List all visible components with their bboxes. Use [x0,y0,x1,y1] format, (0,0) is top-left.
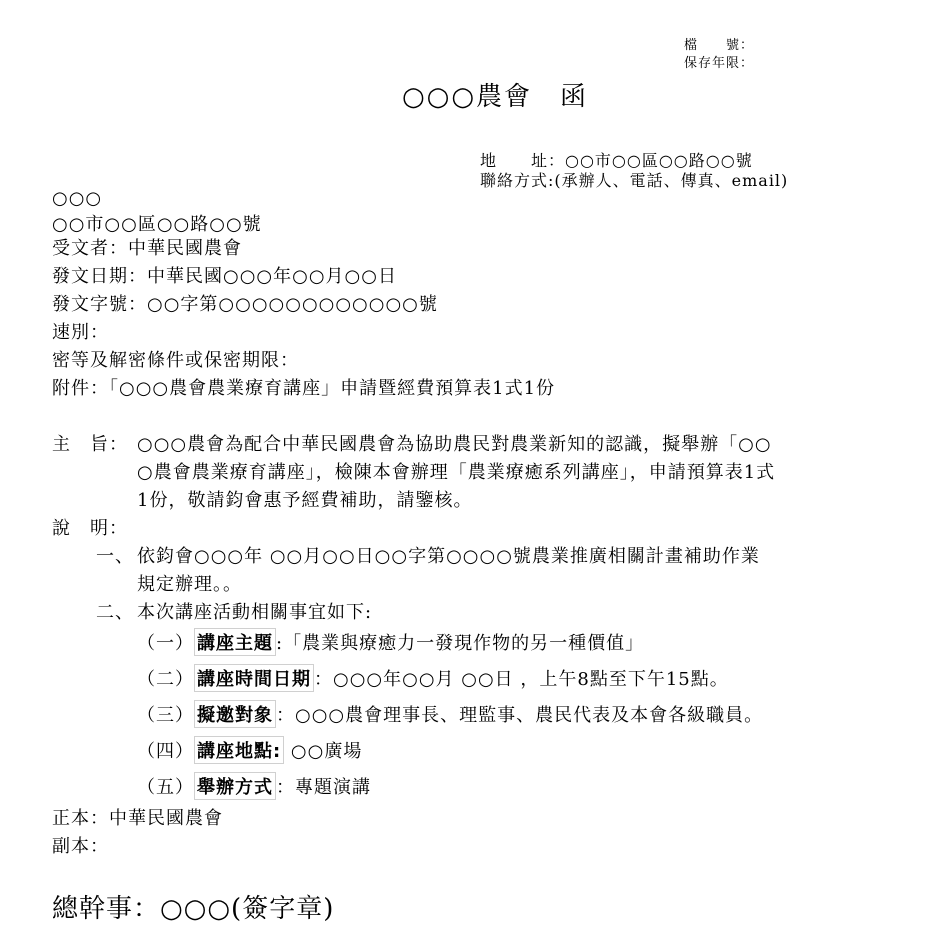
item-2-prefix: 二、 [96,602,134,623]
sub-item-topic [137,628,644,656]
sub-item-text: ○○廣場 [284,741,363,762]
attachment-line: 附件：「○○○農會農業療育講座」申請暨經費預算表1式1份 [52,378,556,399]
sub-item-datetime [137,664,729,692]
issue-number-line: 發文字號：○○字第○○○○○○○○○○○○號 [52,294,438,315]
sender-address: 地 址：○○市○○區○○路○○號 [480,151,753,170]
document-title: ○○○農會 函 [402,82,589,112]
speed-line: 速別： [52,322,109,343]
sub-item-label: 講座時間日期 [194,664,314,692]
sub-item-venue [137,736,362,764]
item-1-line-1: 依鈞會○○○年 ○○月○○日○○字第○○○○號農業推廣相關計畫補助作業 [137,546,760,567]
recipient-address: ○○市○○區○○路○○號 [52,214,262,235]
sub-item-label: 講座地點: [194,736,284,764]
retention-period-label: 保存年限： [684,56,755,71]
duplicate-copy-line: 副本： [52,836,109,857]
sub-item-number: （一） [137,633,194,654]
file-number-label: 檔 號： [684,38,755,53]
signature-line: 總幹事：○○○(簽字章) [52,894,335,924]
sub-item-number: （三） [137,705,194,726]
subject-line-2: ○農會農業療育講座」，檢陳本會辦理「農業療癒系列講座」，申請預算表1式 [137,462,776,483]
sub-item-label: 擬邀對象 [194,700,276,728]
sub-item-audience [137,700,763,728]
recipient-name: ○○○ [52,188,103,209]
sub-item-format [137,772,371,800]
explain-label: 說 明： [52,518,128,539]
item-1-prefix: 一、 [96,546,134,567]
sender-contact: 聯絡方式:(承辦人、電話、傳真、email) [480,171,789,190]
subject-line-3: 1份，敬請鈞會惠予經費補助，請鑒核。 [137,490,473,511]
sub-item-number: （二） [137,669,194,690]
subject-label: 主 旨： [52,434,128,455]
sub-item-label: 講座主題 [194,628,276,656]
sub-item-text: ：○○○農會理事長、理監事、農民代表及本會各級職員。 [276,705,764,726]
sub-item-text: ：○○○年○○月 ○○日 ，上午8點至下午15點。 [314,669,729,690]
sub-item-text: ：專題演講 [276,777,371,798]
sub-item-number: （四） [137,741,194,762]
issue-date-line: 發文日期：中華民國○○○年○○月○○日 [52,266,397,287]
receiver-line: 受文者：中華民國農會 [52,238,242,259]
subject-line-1: ○○○農會為配合中華民國農會為協助農民對農業新知的認識，擬舉辦「○○ [137,434,772,455]
item-2-text: 本次講座活動相關事宜如下: [137,602,373,623]
secrecy-line: 密等及解密條件或保密期限： [52,350,299,371]
item-1-line-2: 規定辦理。。 [137,574,242,595]
sub-item-label: 舉辦方式 [194,772,276,800]
original-copy-line: 正本：中華民國農會 [52,808,223,829]
sub-item-text: :「農業與療癒力一發現作物的另一種價值」 [276,633,645,654]
sub-item-number: （五） [137,777,194,798]
